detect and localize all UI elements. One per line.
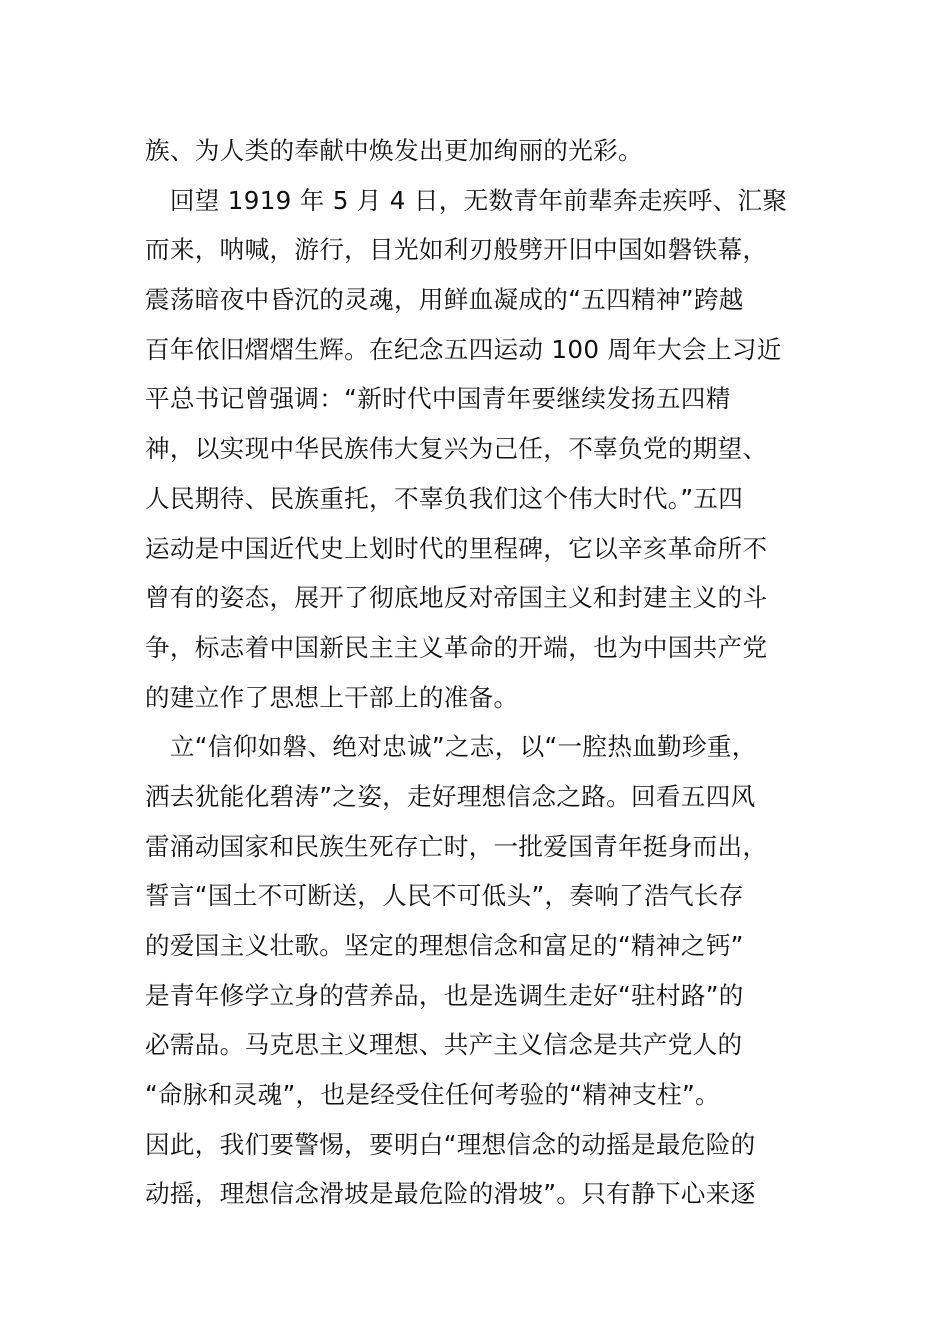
- text-line: 因此，我们要警惕，要明白“理想信念的动摇是最危险的: [145, 1129, 756, 1159]
- text-line: 运动是中国近代史上划时代的里程碑，它以辛亥革命所不: [145, 533, 768, 563]
- text-line: 曾有的姿态，展开了彻底地反对帝国主义和封建主义的斗: [145, 583, 768, 613]
- text-line: 誓言“国土不可断送，人民不可低头”，奏响了浩气长存: [145, 881, 744, 911]
- text-line: 而来，呐喊，游行，目光如利刃般劈开旧中国如磐铁幕，: [145, 235, 768, 265]
- text-line: “命脉和灵魂”，也是经受住任何考验的“精神支柱”。: [145, 1080, 720, 1110]
- text-line: 必需品。马克思主义理想、共产主义信念是共产党人的: [145, 1030, 743, 1060]
- text-line: 的建立作了思想上干部上的准备。: [145, 682, 519, 712]
- text-line: 动摇，理想信念滑坡是最危险的滑坡”。只有静下心来逐: [145, 1179, 756, 1209]
- text-line: 争，标志着中国新民主主义革命的开端，也为中国共产党: [145, 632, 768, 662]
- text-line: 百年依旧熠熠生辉。在纪念五四运动 100 周年大会上习近: [145, 334, 782, 364]
- text-line: 平总书记曾强调：“新时代中国青年要继续发扬五四精: [145, 384, 731, 414]
- text-line: 立“信仰如磐、绝对忠诚”之志，以“一腔热血勤珍重，: [145, 732, 757, 762]
- text-line: 族、为人类的奉献中焕发出更加绚丽的光彩。: [145, 136, 643, 165]
- text-line: 震荡暗夜中昏沉的灵魂，用鲜血凝成的“五四精神”跨越: [145, 285, 744, 315]
- text-line: 是青年修学立身的营养品，也是选调生走好“驻村路”的: [145, 980, 744, 1010]
- text-line: 人民期待、民族重托，不辜负我们这个伟大时代。”五四: [145, 483, 744, 513]
- text-line: 回望 1919 年 5 月 4 日，无数青年前辈奔走疾呼、汇聚: [145, 185, 788, 215]
- text-line: 洒去犹能化碧涛”之姿，走好理想信念之路。回看五四风: [145, 781, 756, 811]
- text-line: 的爱国主义壮歌。坚定的理想信念和富足的“精神之钙”: [145, 931, 744, 960]
- text-line: 雷涌动国家和民族生死存亡时，一批爱国青年挺身而出，: [145, 831, 768, 861]
- text-line: 神，以实现中华民族伟大复兴为己任，不辜负党的期望、: [145, 434, 768, 464]
- body-text: [145, 126, 807, 1219]
